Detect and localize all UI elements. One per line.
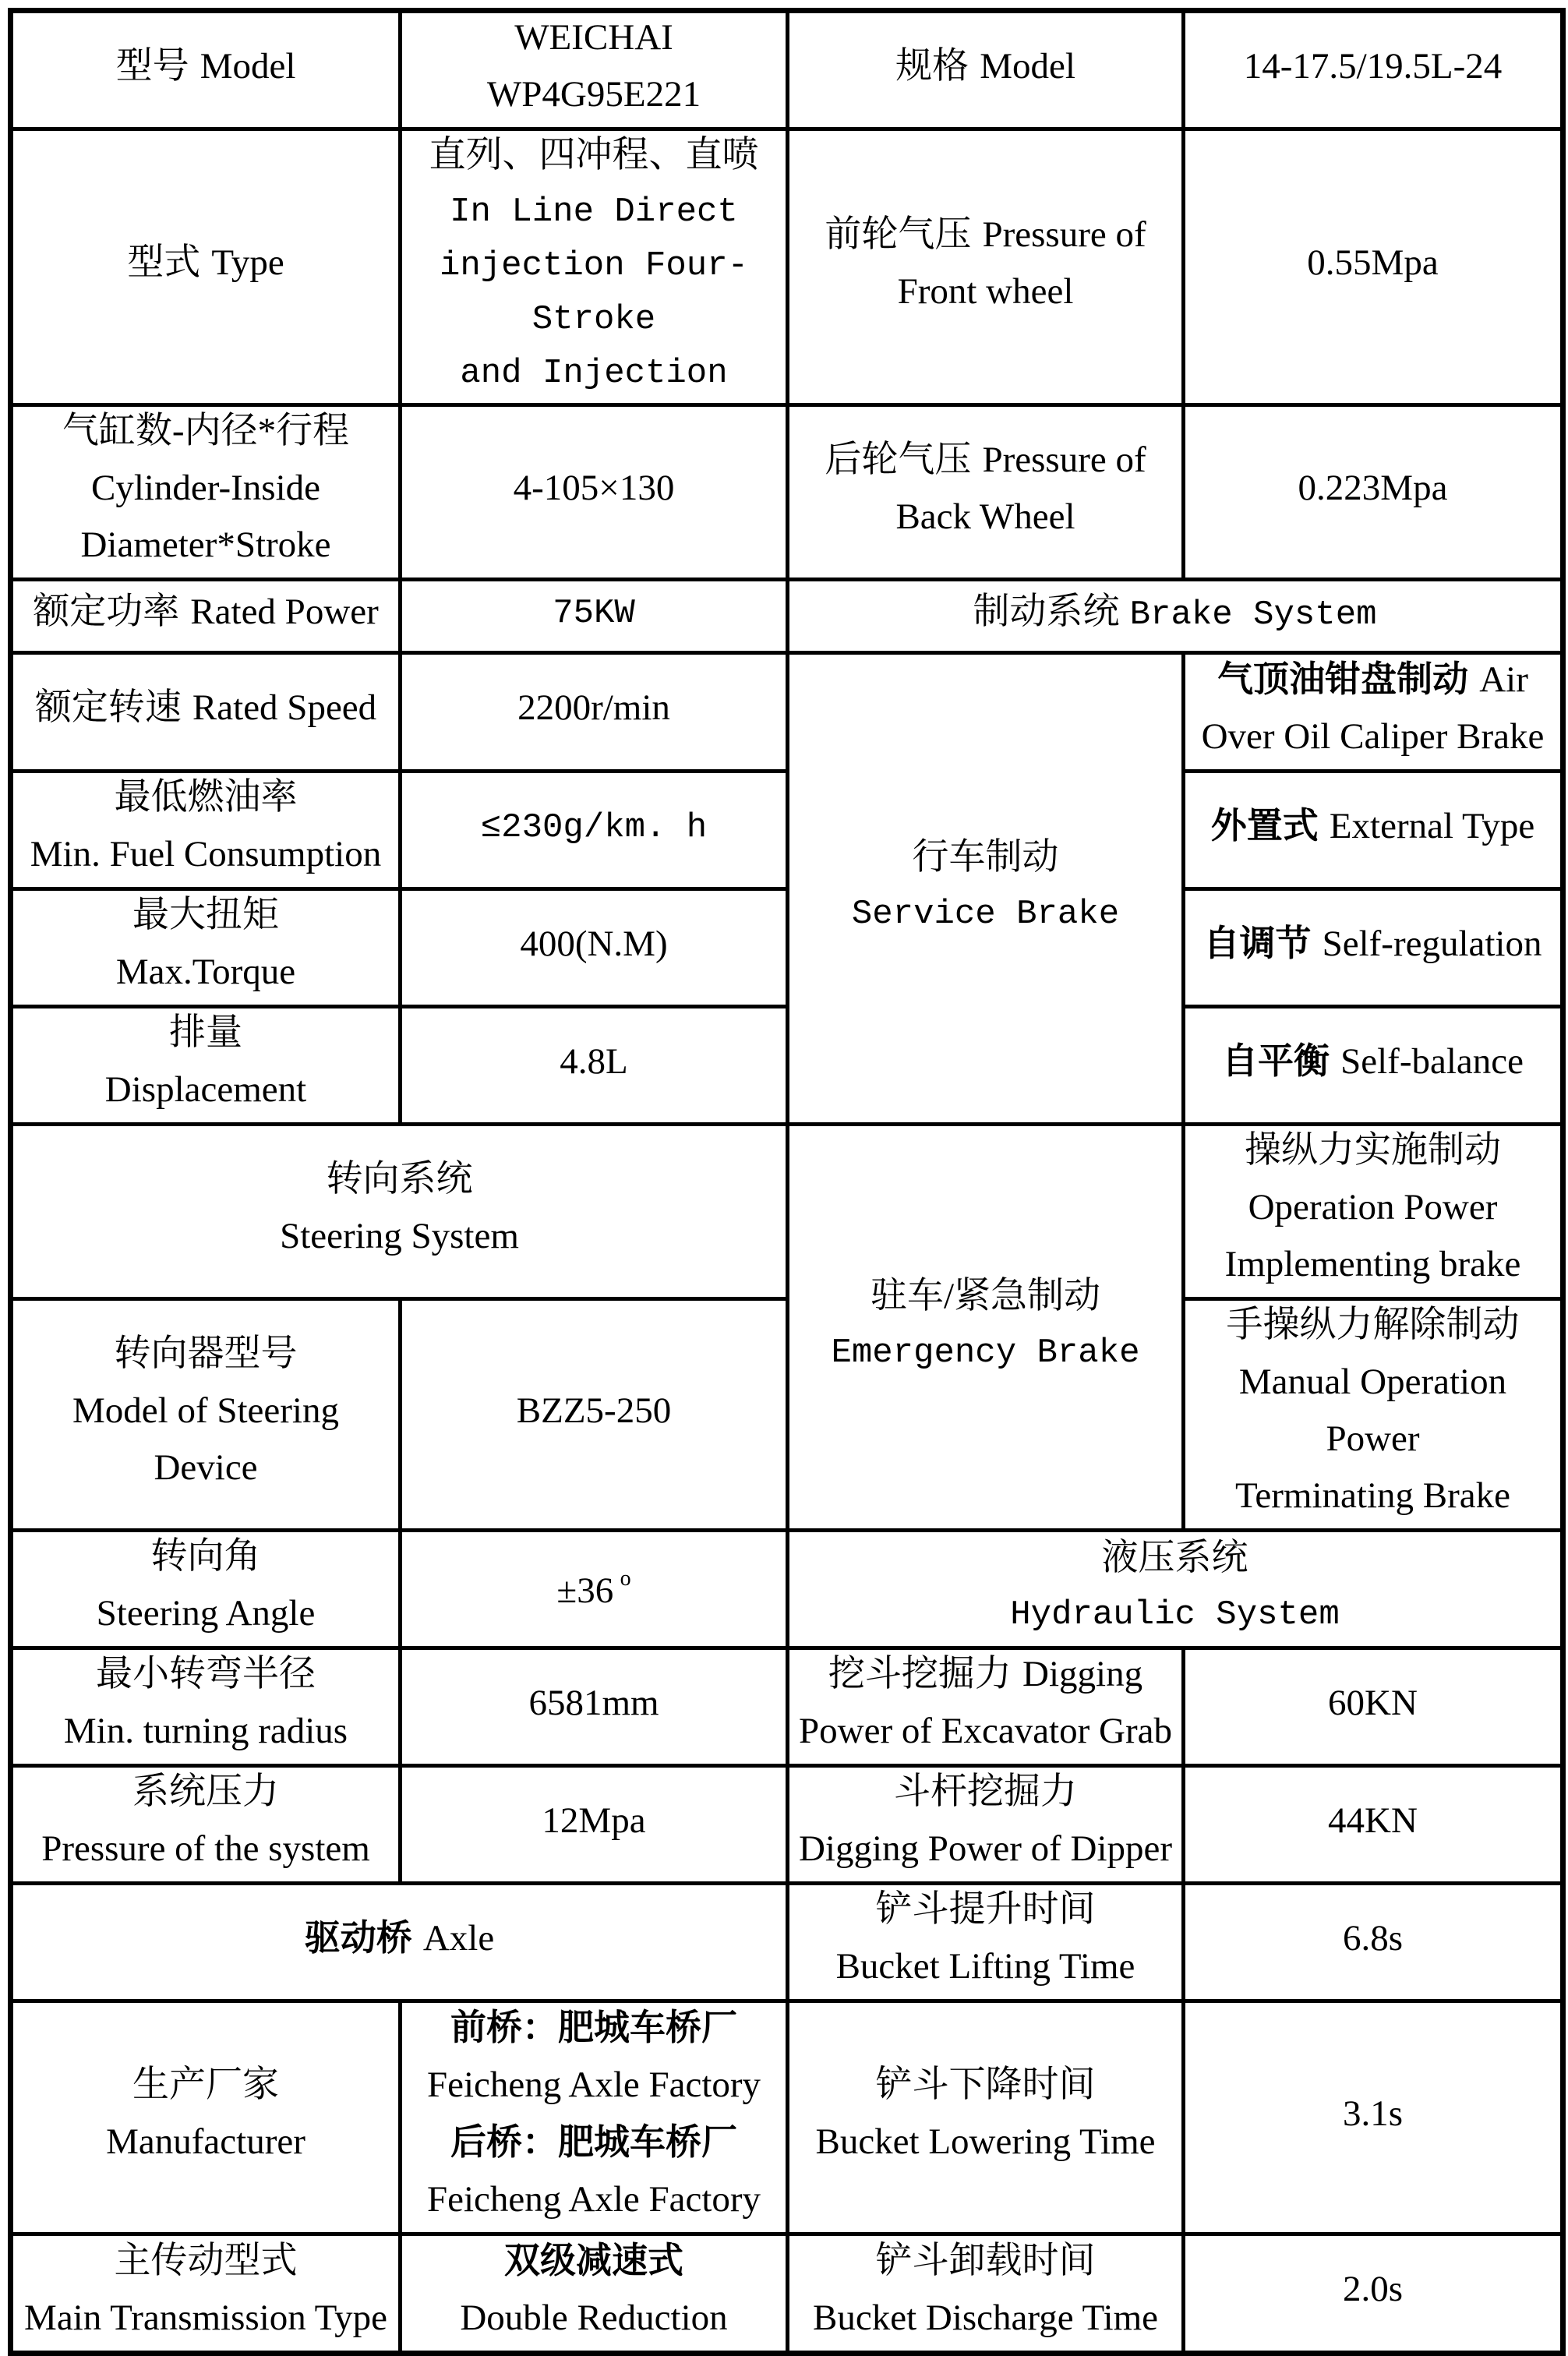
steering-device-value: BZZ5-250: [516, 1390, 672, 1431]
external-type-cn: 外置式: [1210, 804, 1319, 846]
bucket-discharge-label-cn: 铲斗卸载时间: [875, 2240, 1096, 2281]
front-pressure-label-en2: Front wheel: [897, 270, 1074, 312]
steering-angle-degree-mark: o: [620, 1567, 631, 1591]
air-over-oil-en2: Over Oil Caliper Brake: [1201, 716, 1545, 757]
operation-power-cn: 操纵力实施制动: [1245, 1130, 1501, 1171]
cell-bucket-lowering-value: [1184, 2001, 1563, 2234]
air-over-oil-cn: 气顶油钳盘制动: [1217, 658, 1469, 700]
cell-digging-grab-value: [1184, 1648, 1563, 1766]
cell-tyre-spec-value: [1184, 11, 1563, 129]
cell-displacement-label: [11, 1007, 401, 1125]
bucket-lifting-label-en: Bucket Lifting Time: [835, 1946, 1135, 1987]
cell-cylinder-label: [11, 405, 401, 580]
cell-min-fuel-label: [11, 772, 401, 889]
bucket-lowering-label-en: Bucket Lowering Time: [815, 2121, 1156, 2162]
min-turning-label-cn: 最小转弯半径: [96, 1654, 316, 1694]
cell-manual-operation: [1184, 1299, 1563, 1531]
cell-max-torque-label: [11, 889, 401, 1007]
emergency-brake-cn: 驻车/紧急制动: [870, 1276, 1101, 1316]
cell-steering-angle-label: [11, 1531, 401, 1648]
hydraulic-header-cn: 液压系统: [1101, 1538, 1248, 1578]
cell-air-over-oil: [1184, 653, 1563, 772]
main-transmission-value-cn: 双级减速式: [504, 2239, 683, 2281]
service-brake-en: Service Brake: [851, 895, 1120, 934]
cylinder-label-en1: Cylinder-Inside: [90, 468, 321, 508]
bucket-lowering-label-cn: 铲斗下降时间: [875, 2065, 1096, 2105]
system-pressure-label-cn: 系统压力: [132, 1771, 279, 1812]
model-label-cn: 型号: [115, 45, 189, 87]
steering-device-label-cn: 转向器型号: [114, 1333, 298, 1374]
cell-model-value: [401, 11, 788, 129]
main-transmission-value-en: Double Reduction: [460, 2298, 728, 2338]
back-pressure-label-en1: Pressure of: [982, 439, 1146, 480]
system-pressure-value: 12Mpa: [542, 1800, 646, 1841]
manual-operation-en2: Terminating Brake: [1234, 1475, 1510, 1516]
front-pressure-value: 0.55Mpa: [1307, 242, 1439, 283]
cell-bucket-lifting-label: [788, 1884, 1184, 2001]
back-pressure-label-en2: Back Wheel: [895, 496, 1075, 537]
operation-power-en1: Operation Power: [1248, 1187, 1498, 1227]
cell-engine-type-label: [11, 129, 401, 405]
cell-min-turning-value: [401, 1648, 788, 1766]
min-fuel-label-en: Min. Fuel Consumption: [30, 834, 382, 874]
cell-steering-angle-value: [401, 1531, 788, 1648]
brake-header-cn: 制动系统: [973, 592, 1120, 632]
front-pressure-label-en1: Pressure of: [982, 214, 1146, 255]
engine-type-label-en: Type: [211, 242, 284, 283]
rated-power-value: 75KW: [553, 594, 635, 633]
service-brake-cn: 行车制动: [912, 837, 1059, 878]
min-turning-value: 6581mm: [528, 1682, 659, 1723]
steering-header-en: Steering System: [280, 1215, 519, 1256]
manufacturer-rear-cn: 后桥：肥城车桥厂: [450, 2121, 737, 2163]
cell-min-turning-label: [11, 1648, 401, 1766]
cell-steering-header: [11, 1125, 788, 1299]
steering-angle-value: ±36: [556, 1570, 614, 1611]
cell-front-pressure-value: [1184, 129, 1563, 405]
model-value-line1: WEICHAI: [514, 17, 673, 58]
engine-type-value-cn: 直列、四冲程、直喷: [429, 135, 759, 175]
manufacturer-label-cn: 生产厂家: [132, 2065, 279, 2105]
steering-angle-label-en: Steering Angle: [96, 1593, 316, 1634]
steering-device-label-en: Model of Steering Device: [72, 1390, 339, 1488]
max-torque-label-cn: 最大扭矩: [132, 895, 279, 935]
cell-digging-grab-label: [788, 1648, 1184, 1766]
cell-operation-power: [1184, 1125, 1563, 1299]
max-torque-value: 400(N.M): [520, 923, 668, 964]
cell-rated-speed-value: [401, 653, 788, 772]
spec-table: [8, 8, 1566, 2356]
cell-main-transmission-label: [11, 2234, 401, 2354]
tyre-spec-label-cn: 规格: [895, 45, 969, 87]
min-turning-label-en: Min. turning radius: [63, 1711, 348, 1751]
cell-hydraulic-header: [788, 1531, 1563, 1648]
cell-system-pressure-label: [11, 1766, 401, 1884]
digging-grab-label-cn: 挖斗挖掘力: [828, 1654, 1012, 1694]
hydraulic-header-en: Hydraulic System: [1010, 1595, 1340, 1634]
cell-digging-dipper-label: [788, 1766, 1184, 1884]
cell-bucket-discharge-label: [788, 2234, 1184, 2354]
main-transmission-label-cn: 主传动型式: [114, 2240, 298, 2281]
rated-speed-label-cn: 额定转速: [34, 687, 182, 728]
cell-service-brake: [788, 653, 1184, 1125]
self-regulation-cn: 自调节: [1203, 922, 1312, 964]
cell-model-label: [11, 11, 401, 129]
cell-bucket-discharge-value: [1184, 2234, 1563, 2354]
engine-type-value-en1: In Line Direct: [450, 193, 738, 231]
bucket-lowering-value: 3.1s: [1342, 2093, 1404, 2134]
bucket-discharge-label-en: Bucket Discharge Time: [813, 2297, 1158, 2338]
engine-type-value-en2: injection Four-Stroke: [439, 246, 749, 339]
cell-manufacturer-value: [401, 2001, 788, 2234]
rated-power-label-en: Rated Power: [190, 592, 379, 632]
cell-digging-dipper-value: [1184, 1766, 1563, 1884]
cell-self-regulation: [1184, 889, 1563, 1007]
back-pressure-label-cn: 后轮气压: [825, 439, 972, 480]
rated-speed-value: 2200r/min: [517, 687, 670, 728]
system-pressure-label-en: Pressure of the system: [41, 1828, 370, 1869]
digging-dipper-value: 44KN: [1328, 1800, 1418, 1841]
rated-speed-label-en: Rated Speed: [192, 687, 377, 728]
cylinder-label-en2: Diameter*Stroke: [80, 525, 331, 565]
cell-steering-device-label: [11, 1299, 401, 1531]
model-value-line2: WP4G95E221: [486, 74, 701, 115]
cell-back-pressure-label: [788, 405, 1184, 580]
main-transmission-label-en: Main Transmission Type: [24, 2297, 387, 2338]
cell-displacement-value: [401, 1007, 788, 1125]
steering-header-cn: 转向系统: [326, 1158, 473, 1199]
displacement-label-cn: 排量: [169, 1012, 242, 1053]
cell-axle-header: [11, 1884, 788, 2001]
digging-dipper-label-cn: 斗杆挖掘力: [894, 1771, 1077, 1812]
cell-cylinder-value: [401, 405, 788, 580]
self-balance-en: Self-balance: [1340, 1041, 1524, 1082]
front-pressure-label-cn: 前轮气压: [825, 214, 972, 255]
displacement-label-en: Displacement: [104, 1069, 307, 1110]
digging-grab-label-en2: Power of Excavator Grab: [799, 1711, 1172, 1751]
axle-header-cn: 驱动桥: [304, 1916, 412, 1959]
cell-rated-speed-label: [11, 653, 401, 772]
digging-grab-value: 60KN: [1328, 1682, 1418, 1723]
cell-steering-device-value: [401, 1299, 788, 1531]
cell-self-balance: [1184, 1007, 1563, 1125]
cell-manufacturer-label: [11, 2001, 401, 2234]
cell-back-pressure-value: [1184, 405, 1563, 580]
cell-bucket-lifting-value: [1184, 1884, 1563, 2001]
bucket-lifting-label-cn: 铲斗提升时间: [875, 1889, 1096, 1930]
bucket-discharge-value: 2.0s: [1342, 2269, 1404, 2309]
air-over-oil-en1: Air: [1479, 659, 1528, 700]
engine-type-label-cn: 型式: [127, 242, 201, 283]
self-balance-cn: 自平衡: [1222, 1040, 1330, 1082]
manual-operation-cn: 手操纵力解除制动: [1226, 1305, 1520, 1345]
min-fuel-value: ≤230g/km. h: [480, 807, 708, 847]
digging-dipper-label-en: Digging Power of Dipper: [798, 1828, 1173, 1869]
tyre-spec-value: 14-17.5/19.5L-24: [1243, 45, 1503, 87]
digging-grab-label-en1: Digging: [1022, 1654, 1143, 1694]
manual-operation-en1: Manual Operation Power: [1238, 1362, 1507, 1459]
cell-front-pressure-label: [788, 129, 1184, 405]
model-label-en: Model: [200, 45, 296, 87]
cell-external-type: [1184, 772, 1563, 889]
min-fuel-label-cn: 最低燃油率: [114, 777, 298, 818]
manufacturer-rear-en: Feicheng Axle Factory: [426, 2179, 761, 2220]
cell-brake-system-header: [788, 580, 1563, 653]
cell-emergency-brake: [788, 1125, 1184, 1531]
back-pressure-value: 0.223Mpa: [1298, 468, 1448, 508]
cell-rated-power-value: [401, 580, 788, 653]
tyre-spec-label-en: Model: [980, 45, 1075, 87]
manufacturer-front-en: Feicheng Axle Factory: [426, 2065, 761, 2105]
cell-system-pressure-value: [401, 1766, 788, 1884]
external-type-en: External Type: [1329, 806, 1535, 846]
cell-main-transmission-value: [401, 2234, 788, 2354]
rated-power-label-cn: 额定功率: [33, 592, 180, 632]
cylinder-label-cn: 气缸数-内径*行程: [62, 411, 350, 451]
operation-power-en2: Implementing brake: [1224, 1244, 1521, 1284]
steering-angle-label-cn: 转向角: [150, 1536, 261, 1577]
cell-min-fuel-value: [401, 772, 788, 889]
axle-header-en: Axle: [422, 1918, 495, 1959]
max-torque-label-en: Max.Torque: [115, 952, 296, 992]
cell-bucket-lowering-label: [788, 2001, 1184, 2234]
self-regulation-en: Self-regulation: [1322, 924, 1542, 964]
engine-type-value-en3: and Injection: [460, 354, 728, 393]
cylinder-value: 4-105×130: [513, 468, 675, 508]
manufacturer-label-en: Manufacturer: [106, 2121, 305, 2162]
cell-tyre-spec-label: [788, 11, 1184, 129]
emergency-brake-en: Emergency Brake: [831, 1333, 1140, 1372]
displacement-value: 4.8L: [560, 1040, 628, 1082]
bucket-lifting-value: 6.8s: [1342, 1917, 1404, 1959]
brake-header-en: Brake System: [1129, 595, 1377, 634]
cell-rated-power-label: [11, 580, 401, 653]
manufacturer-front-cn: 前桥：肥城车桥厂: [450, 2006, 737, 2048]
cell-max-torque-value: [401, 889, 788, 1007]
cell-engine-type-value: [401, 129, 788, 405]
